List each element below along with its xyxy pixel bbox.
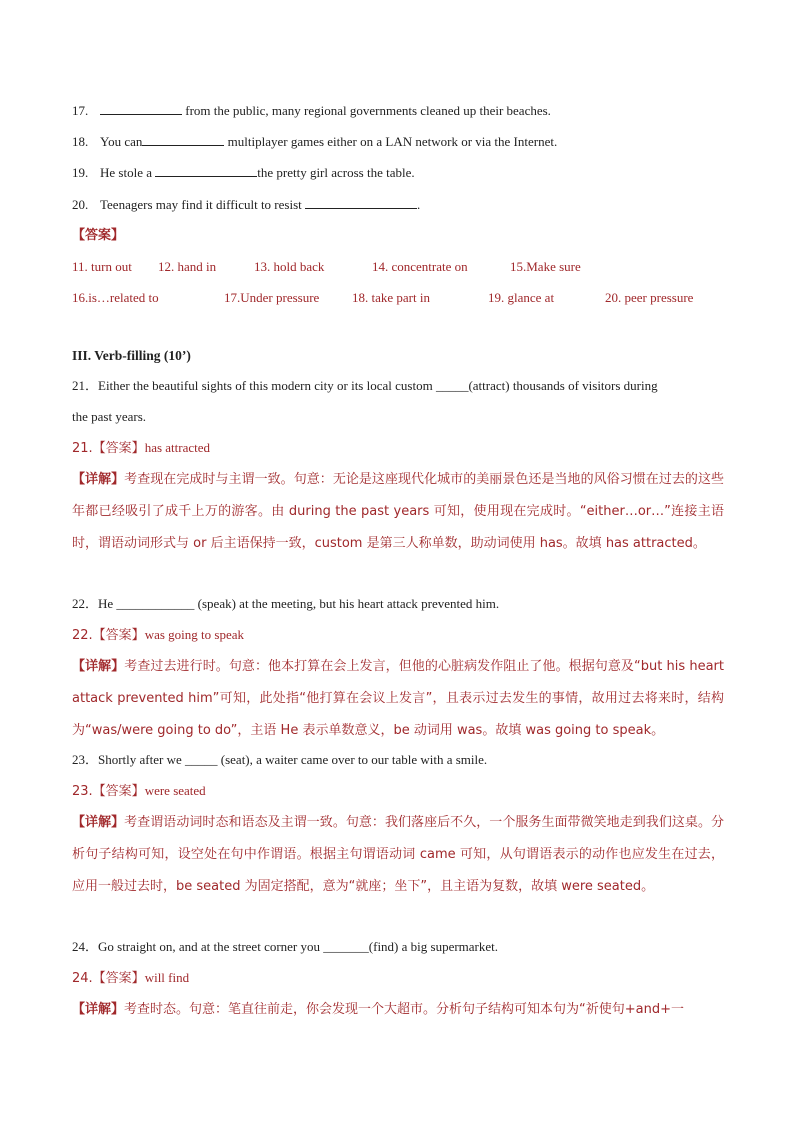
answer-blank[interactable] <box>305 196 417 209</box>
answer-blank[interactable] <box>142 133 224 146</box>
question-20: 20. Teenagers may find it difficult to resist . <box>72 197 421 212</box>
detail-21: 【详解】考查现在完成时与主谓一致。句意：无论是这座现代化城市的美丽景色还是当地的风俗习惯在过去的这些年都已经吸引了成千上万的游客。由 during the past years 可知，使用现在完成时。“either…or…”连接主语时，谓语动词形式与 or 后主语保持一致，custom 是第三人称单数，助动词使用 has。故填 has attracted。 <box>72 472 724 551</box>
question-17: 17. from the public, many regional governments cleaned up their beaches. <box>72 103 551 118</box>
question-21: 21．Either the beautiful sights of this modern city or its local custom _____(attract) thousands of visitors during <box>72 378 658 393</box>
section-title: III. Verb-filling (10’) <box>72 348 191 363</box>
answers-row-2: 16.is…related to 17.Under pressure 18. take part in 19. glance at 20. peer pressure <box>72 290 694 305</box>
question-23: 23．Shortly after we _____ (seat), a waiter came over to our table with a smile. <box>72 752 488 767</box>
question-18: 18. You can multiplayer games either on a LAN network or via the Internet. <box>72 134 558 149</box>
question-19: 19. He stole a the pretty girl across the table. <box>72 165 415 180</box>
answer-24: 24.【答案】will find <box>72 970 190 986</box>
detail-22: 【详解】考查过去进行时。句意：他本打算在会上发言，但他的心脏病发作阻止了他。根据句意及“but his heart attack prevented him”可知，此处指“他打算在会议上发言”，且表示过去发生的事情，故用过去将来时，结构为“was/were going to do”，主语 He 表示单数意义，be 动词用 was。故填 was going to speak。 <box>72 659 724 738</box>
answer-blank[interactable] <box>100 102 182 115</box>
detail-23: 【详解】考查谓语动词时态和语态及主谓一致。句意：我们落座后不久，一个服务生面带微笑地走到我们这桌。分析句子结构可知，设空处在句中作谓语。根据主句谓语动词 came 可知，从句谓语表示的动作也应发生在过去，应用一般过去时，be seated 为固定搭配，意为“就座；坐下”，且主语为复数，故填 were seated。 <box>72 815 724 894</box>
answer-blank[interactable]: _____ <box>435 378 469 393</box>
answer-blank[interactable]: ____________ <box>116 596 195 611</box>
answer-22: 22.【答案】was going to speak <box>72 627 244 643</box>
answer-tag: 【答案】 <box>72 228 125 243</box>
answers-row-1: 11. turn out 12. hand in 13. hold back 14. concentrate on 15.Make sure <box>72 259 581 274</box>
question-24: 24．Go straight on, and at the street corner you _______(find) a big supermarket. <box>72 939 499 954</box>
answer-21: 21.【答案】has attracted <box>72 440 211 456</box>
answer-blank[interactable] <box>155 164 257 177</box>
answer-blank[interactable]: _____ <box>185 752 218 767</box>
answer-blank[interactable]: _______ <box>323 939 369 954</box>
question-22: 22．He ____________ (speak) at the meeting, but his heart attack prevented him. <box>72 596 500 611</box>
detail-24: 【详解】考查时态。句意：笔直往前走，你会发现一个大超市。分析句子结构可知本句为“祈使句+and+一 <box>72 1002 684 1017</box>
answer-23: 23.【答案】were seated <box>72 783 206 799</box>
question-21-cont: the past years. <box>72 409 147 424</box>
